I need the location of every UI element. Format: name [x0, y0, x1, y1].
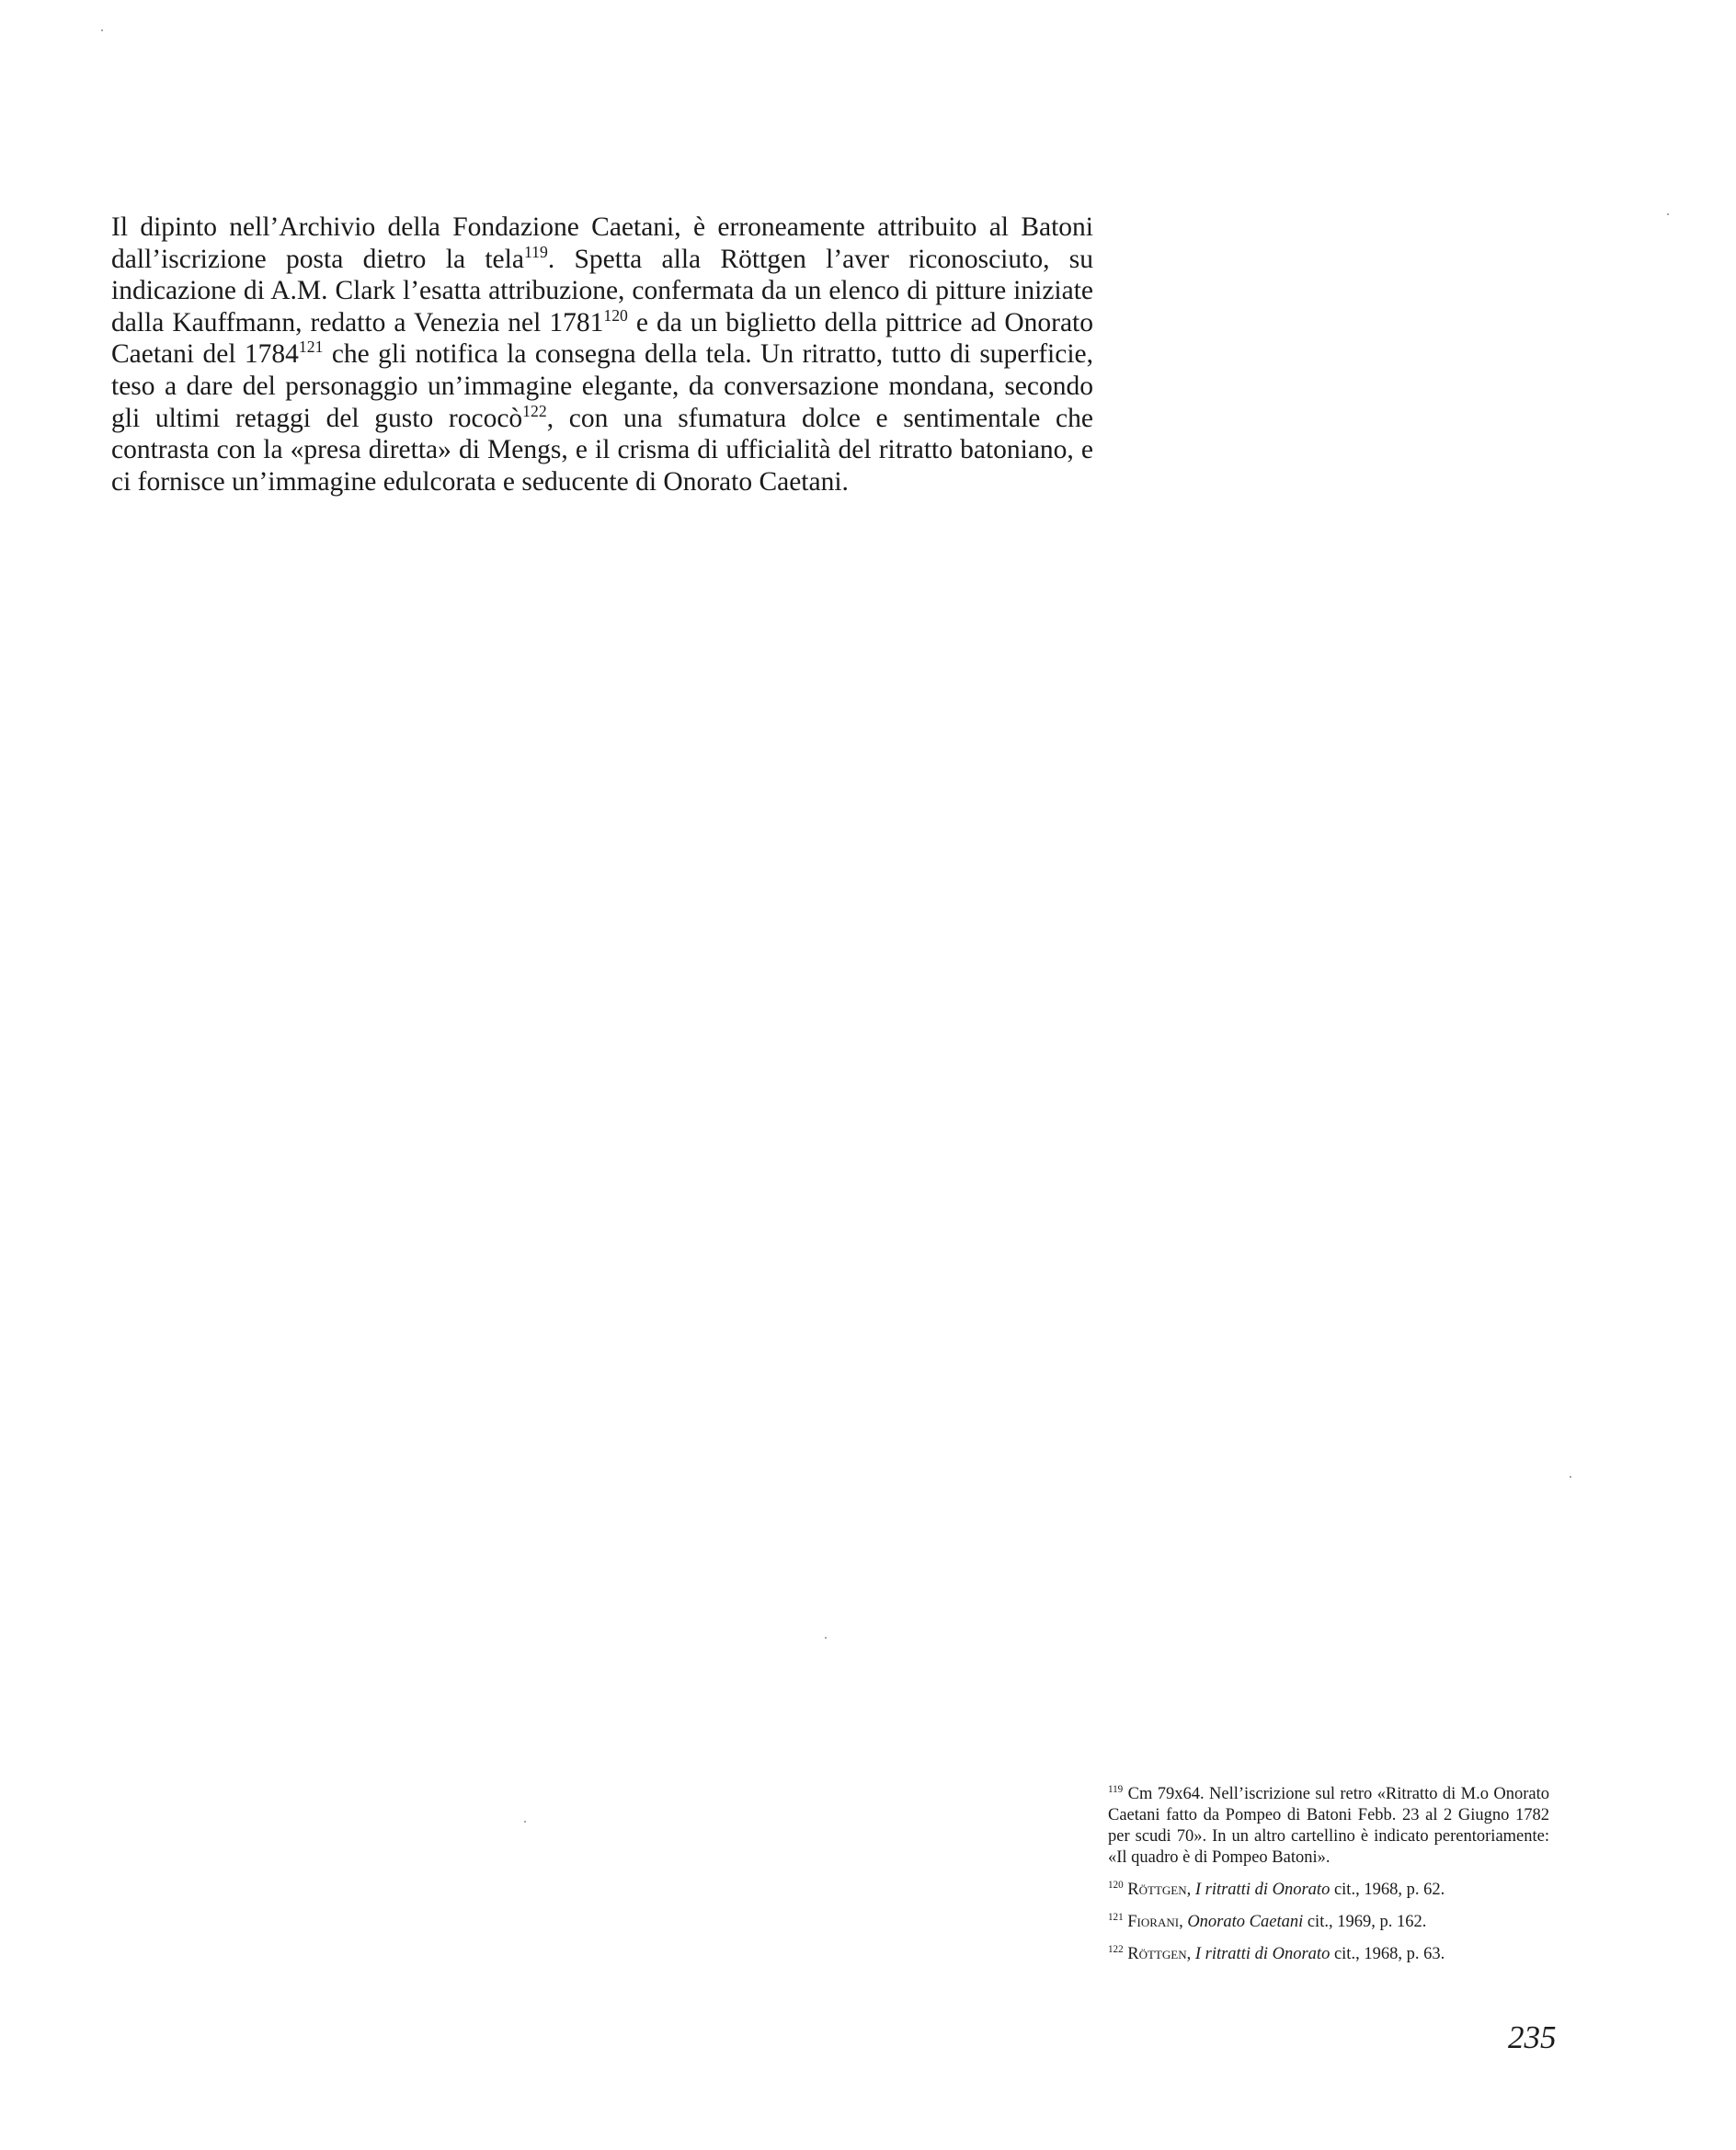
scan-speck	[101, 29, 103, 31]
footnote-number: 122	[1108, 1943, 1124, 1955]
footnote-text: cit., 1968, p. 62.	[1330, 1881, 1445, 1899]
footnote-author: Fiorani	[1127, 1913, 1180, 1931]
footnote-author: Röttgen	[1127, 1881, 1187, 1899]
footnote-title: I ritratti di Onorato	[1194, 1945, 1331, 1963]
footnote-author: Röttgen	[1127, 1945, 1187, 1963]
footnote-text: Cm 79x64. Nell’iscrizione sul retro «Ritratto di M.o Onorato Caetani fatto da Pompeo di Batoni Febb. 23 al 2 Giugno 1782 per scudi 70». In un altro cartellino è indicato perentoriamente: «Il quadro è di Pompeo Batoni».	[1108, 1785, 1549, 1867]
body-text: e da un biglietto della pittrice ad Onorato Caetani del 1784	[111, 307, 1093, 370]
footnote-122: $^{122}$ Röttgen, I ritratti di Onorato cit., 1968, p. 63.	[1108, 1943, 1445, 1963]
footnote-ref: 122	[522, 401, 547, 420]
footnote-title: I ritratti di Onorato	[1194, 1881, 1331, 1899]
scan-speck	[524, 1821, 526, 1823]
footnote-number: 121	[1108, 1911, 1124, 1923]
footnote-ref: 120	[603, 305, 628, 325]
footnote-title: Onorato Caetani	[1187, 1913, 1304, 1931]
body-text: Il dipinto nell’Archivio della Fondazione Caetani, è erroneamente attribuito al Batoni dall’iscrizione posta dietro la tela	[111, 212, 1093, 274]
body-text: che gli notifica la consegna della tela. Un ritratto, tutto di superficie, teso a dare del personaggio un’immagine elegante, da conversazione mondana, secondo gli ultimi retaggi del gusto rococò	[111, 339, 1093, 433]
footnote-text: cit., 1969, p. 162.	[1303, 1913, 1427, 1931]
footnote-ref: 119	[523, 242, 548, 261]
footnote-number: 120	[1108, 1879, 1124, 1891]
body-paragraph	[111, 212, 1093, 497]
footnote-text: cit., 1968, p. 63.	[1330, 1945, 1445, 1963]
page-number: 235	[1508, 2019, 1557, 2055]
footnote-120: $^{120}$ Röttgen, I ritratti di Onorato cit., 1968, p. 62.	[1108, 1879, 1445, 1899]
footnote-number: 119	[1108, 1783, 1124, 1795]
body-text: , con una sfumatura dolce e sentimentale che contrasta con la «presa diretta» di Mengs, e il crisma di ufficialità del ritratto batoniano, e ci fornisce un’immagine edulcorata e seducente di Onorato Caetani.	[111, 403, 1093, 497]
scan-speck	[1667, 213, 1669, 215]
footnotes	[1108, 1784, 1549, 1976]
scan-speck	[1570, 1476, 1571, 1478]
footnote-121: $^{121}$ Fiorani, Onorato Caetani cit., 1969, p. 162.	[1108, 1911, 1427, 1931]
footnote-119	[1108, 1784, 1549, 1869]
footnote-ref: 121	[298, 337, 324, 357]
body-text: . Spetta alla Röttgen l’aver riconosciuto, su indicazione di A.M. Clark l’esatta attribuzione, confermata da un elenco di pitture iniziate dalla Kauffmann, redatto a Venezia nel 1781	[111, 244, 1093, 337]
scan-speck	[825, 1637, 827, 1639]
